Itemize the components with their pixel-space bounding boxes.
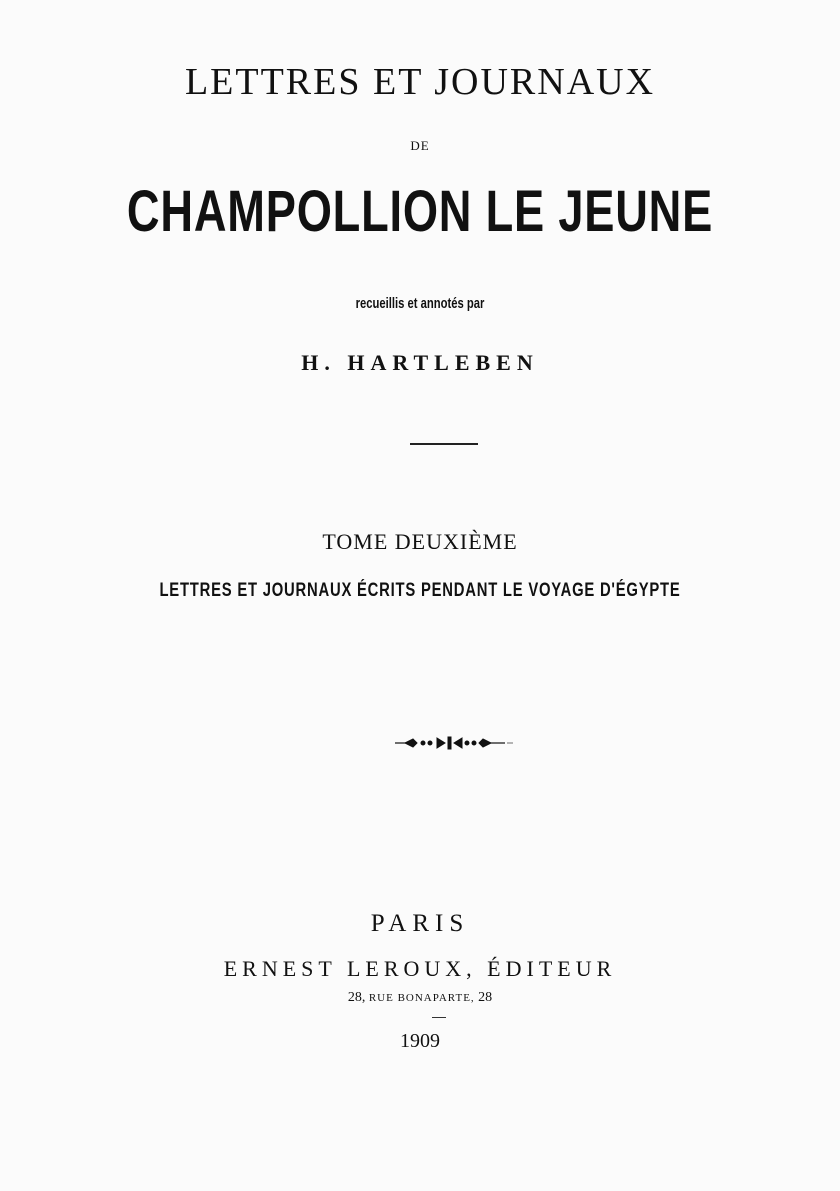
title-connector: DE <box>410 138 430 153</box>
volume-subtitle: LETTRES ET JOURNAUX ÉCRITS PENDANT LE VOYAGE D'ÉGYPTE <box>159 580 681 601</box>
address-number: 28 <box>478 990 493 1005</box>
imprint-city: PARIS <box>370 910 470 937</box>
editor-credit: recueillis et annotés par <box>355 295 485 312</box>
title-line-1: LETTRES ET JOURNAUX <box>184 61 656 103</box>
title-line-2: CHAMPOLLION LE JEUNE <box>126 179 714 244</box>
editor-name: H. HARTLEBEN <box>301 350 539 375</box>
address-number: 28, <box>347 990 366 1005</box>
volume-label: TOME DEUXIÈME <box>322 529 518 554</box>
address-street: RUE BONAPARTE, <box>368 992 475 1004</box>
imprint-address <box>0 990 840 1006</box>
imprint-year: 1909 <box>400 1030 440 1052</box>
imprint-publisher: ERNEST LEROUX, ÉDITEUR <box>223 956 617 981</box>
imprint-dash <box>432 1017 446 1018</box>
fleuron-ornament-icon <box>395 734 515 752</box>
separator-rule <box>410 443 478 445</box>
